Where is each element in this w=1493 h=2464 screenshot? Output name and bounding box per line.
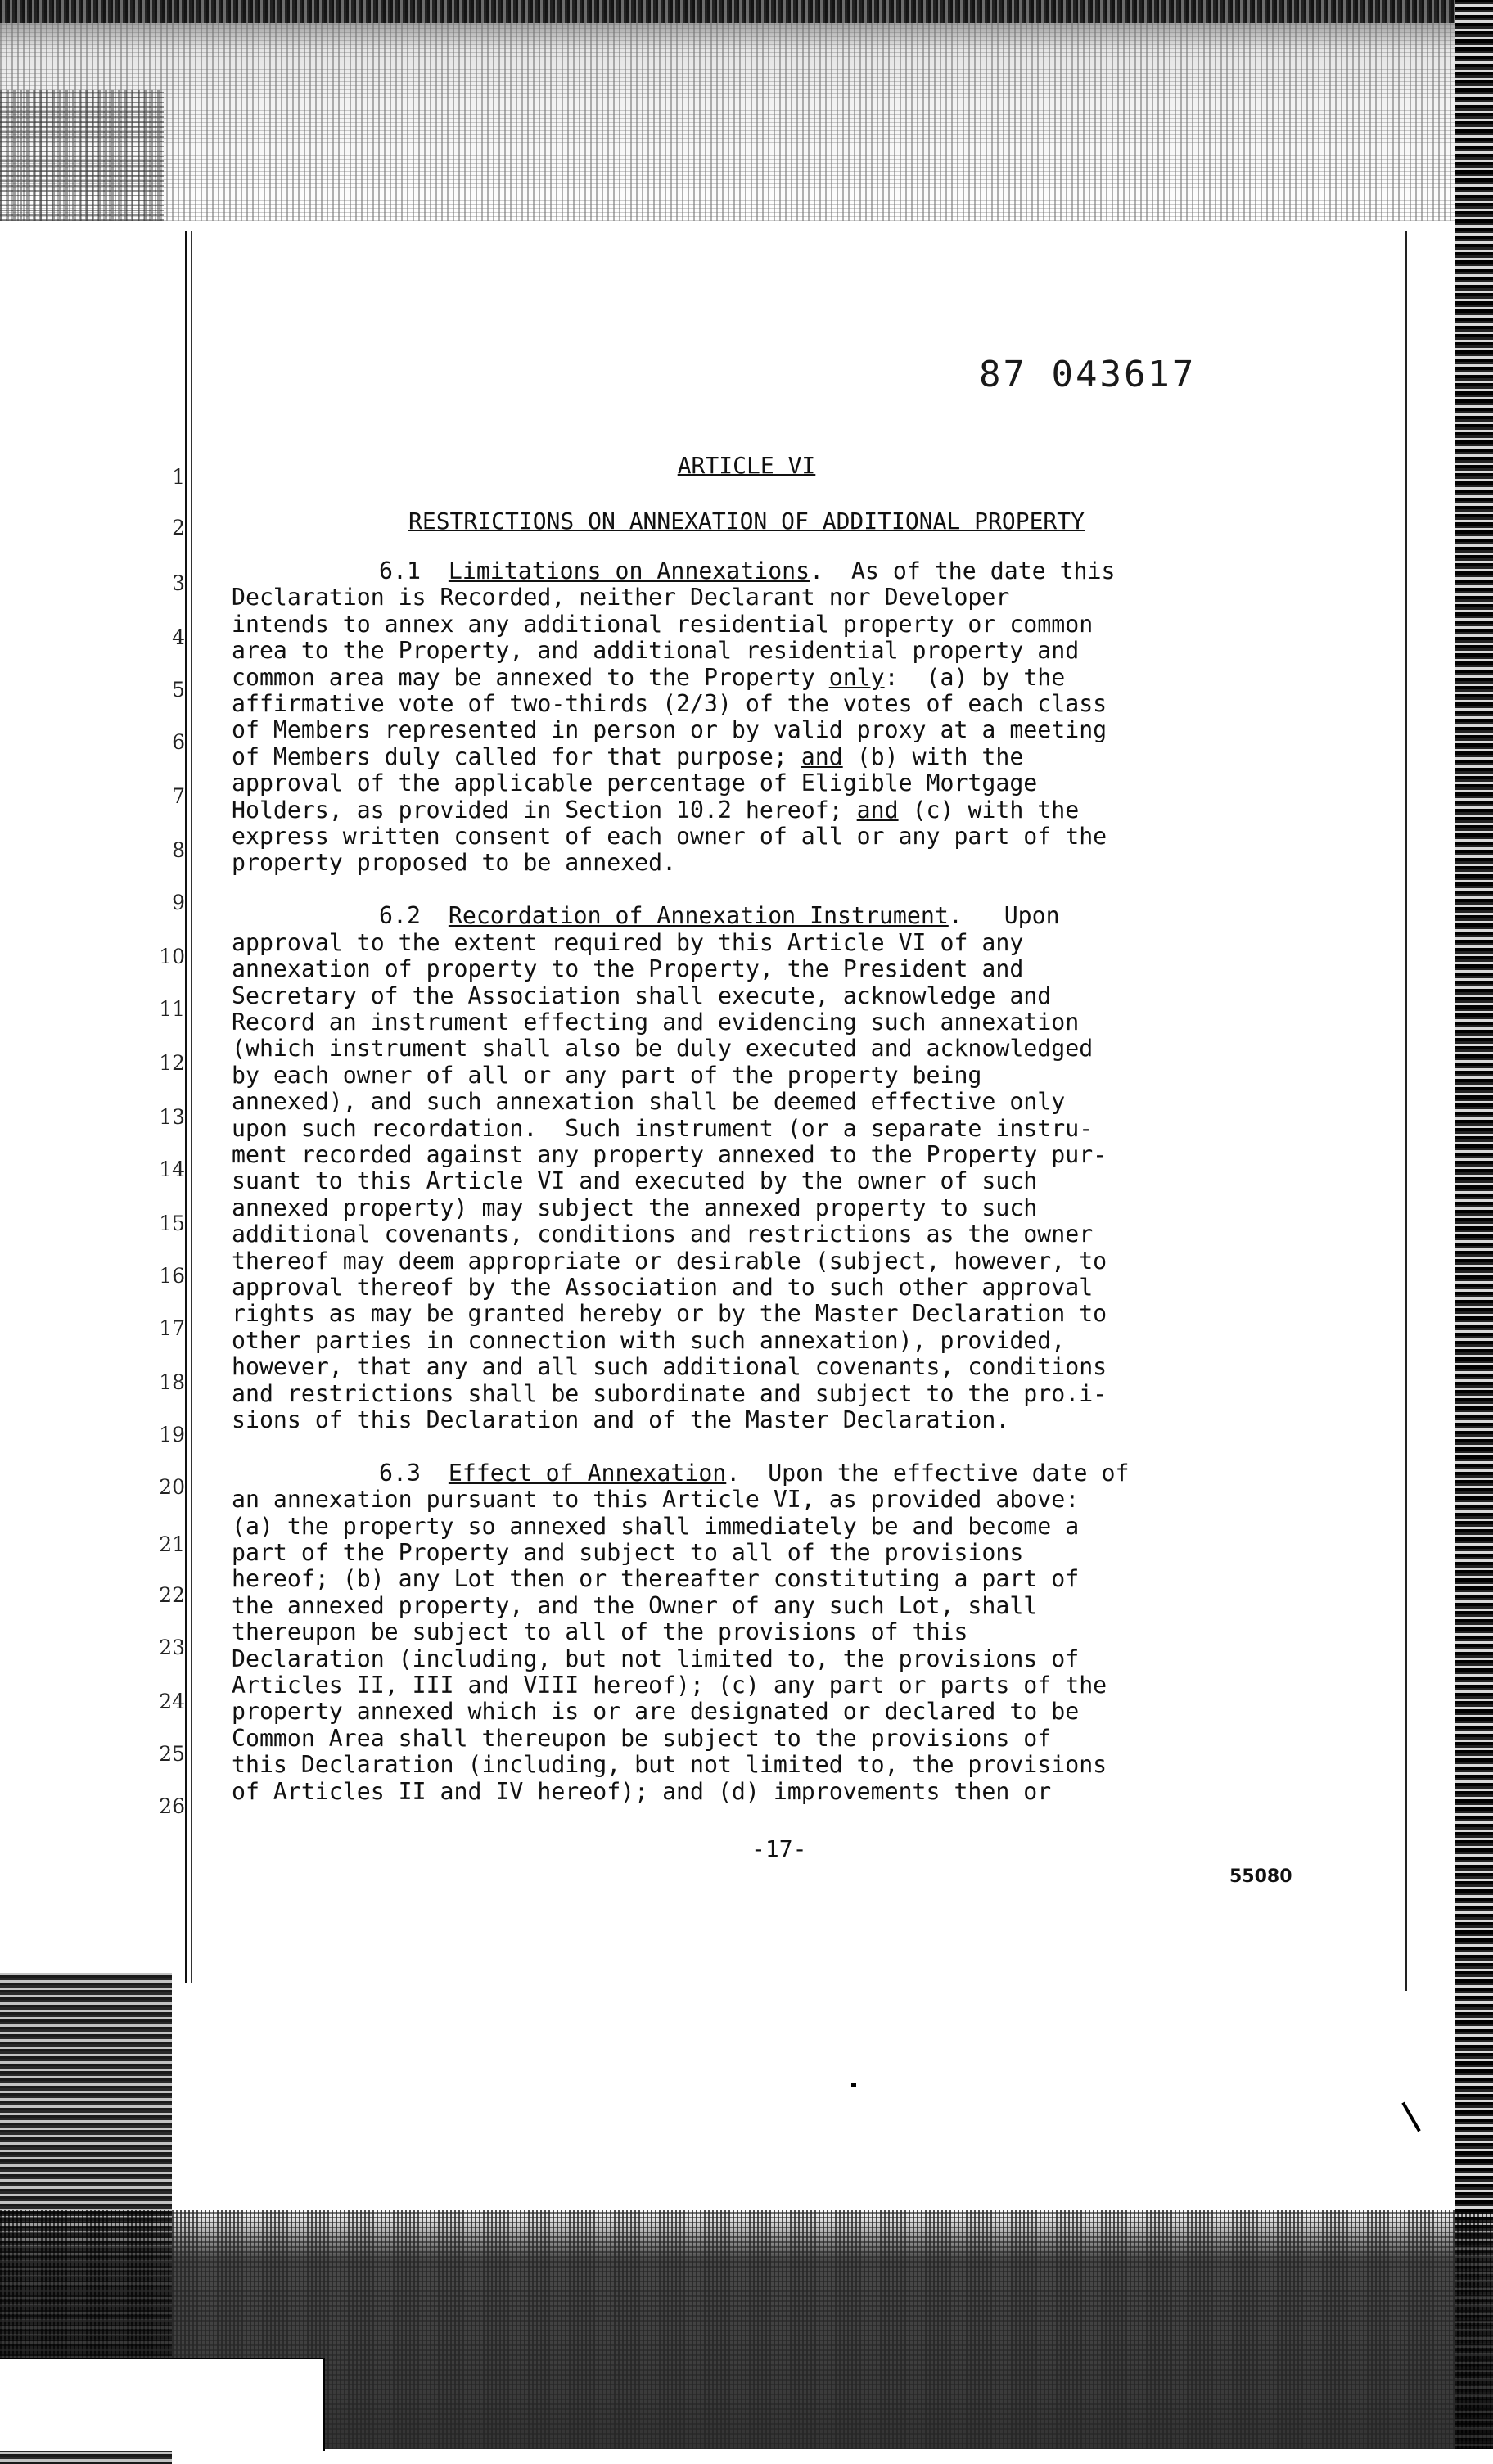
line-number: 21	[159, 1532, 185, 1556]
scan-speck	[851, 2083, 856, 2087]
line-number: 13	[159, 1105, 185, 1129]
section-number: 6.3	[379, 1459, 421, 1487]
emphasis-and: and	[856, 796, 899, 824]
text-line: thereof may deem appropriate or desirable (subject, however, to	[232, 1247, 1107, 1275]
emphasis-and: and	[801, 742, 843, 770]
text-line: approval to the extent required by this Article VI of any	[232, 928, 1024, 956]
text-line: intends to annex any additional residential property or common	[232, 610, 1094, 638]
text-line: rights as may be granted hereby or by the Master Declaration to	[232, 1300, 1107, 1328]
text-line: the annexed property, and the Owner of any such Lot, shall	[232, 1591, 1038, 1619]
line-number: 18	[159, 1370, 185, 1394]
line-number: 24	[159, 1690, 185, 1713]
text-line: approval thereof by the Association and to such other approval	[232, 1273, 1094, 1301]
line-number: 8	[172, 838, 185, 862]
text-line: : (a) by the	[884, 663, 1066, 691]
text-line: of Members represented in person or by valid proxy at a meeting	[232, 716, 1107, 744]
text-line: Articles II, III and VIII hereof); (c) any part or parts of the	[232, 1672, 1107, 1699]
line-number: 11	[159, 997, 185, 1021]
line-number: 7	[172, 784, 185, 808]
line-number: 26	[159, 1794, 185, 1818]
line-number: 12	[159, 1051, 185, 1075]
section-heading: Limitations on Annexations	[448, 557, 810, 584]
line-number: 23	[159, 1636, 185, 1659]
line-number: 6	[172, 730, 185, 754]
text-line: annexed), and such annexation shall be deemed effective only	[232, 1088, 1066, 1116]
text-line: part of the Property and subject to all of the provisions	[232, 1539, 1024, 1567]
text-line: additional covenants, conditions and restrictions as the owner	[232, 1221, 1094, 1248]
line-number: 9	[172, 891, 185, 914]
text-line: (which instrument shall also be duly executed and acknowledged	[232, 1035, 1094, 1063]
section-heading: Recordation of Annexation Instrument	[448, 902, 949, 930]
text-line: ment recorded against any property annexed to the Property pur-	[232, 1140, 1107, 1168]
text-line: annexation of property to the Property, the President and	[232, 955, 1024, 983]
scan-noise-top-band	[0, 0, 1493, 23]
scan-noise-left	[0, 90, 164, 221]
text-line: (b) with the	[842, 742, 1024, 770]
line-number: 3	[172, 571, 185, 595]
text-line: thereupon be subject to all of the provisions of this	[232, 1618, 968, 1646]
line-number: 1	[172, 465, 185, 489]
text-line: . Upon	[948, 902, 1060, 930]
section-number: 6.2	[379, 902, 421, 930]
text-line: annexed property) may subject the annexed property to such	[232, 1194, 1038, 1221]
article-subtitle: RESTRICTIONS ON ANNEXATION OF ADDITIONAL PROPERTY	[408, 508, 1085, 535]
text-line: express written consent of each owner of all or any part of the	[232, 823, 1107, 851]
text-line: this Declaration (including, but not limited to, the provisions	[232, 1751, 1107, 1779]
line-number: 15	[159, 1212, 185, 1235]
line-number: 25	[159, 1742, 185, 1766]
text-line: of Articles II and IV hereof); and (d) improvements then or	[232, 1777, 1052, 1805]
text-line: and restrictions shall be subordinate and subject to the pro.i-	[232, 1379, 1107, 1407]
line-number: 22	[159, 1583, 185, 1607]
text-line: area to the Property, and additional residential property and	[232, 637, 1080, 665]
scan-speck	[1401, 2102, 1420, 2132]
line-number: 19	[159, 1423, 185, 1446]
right-margin-rule	[1405, 231, 1407, 1991]
text-line: common area may be annexed to the Property	[232, 663, 829, 691]
line-number: 2	[172, 516, 185, 539]
text-line: Common Area shall thereupon be subject to the provisions of	[232, 1724, 1052, 1752]
text-line: approval of the applicable percentage of Eligible Mortgage	[232, 769, 1038, 797]
text-line: an annexation pursuant to this Article VI, as provided above:	[232, 1486, 1080, 1514]
text-line: (a) the property so annexed shall immediately be and become a	[232, 1512, 1080, 1540]
text-line: hereof; (b) any Lot then or thereafter constituting a part of	[232, 1565, 1080, 1593]
line-number: 4	[172, 625, 185, 649]
document-body	[232, 558, 1320, 1805]
line-number: 17	[159, 1316, 185, 1340]
text-line: Declaration is Recorded, neither Declarant nor Developer	[232, 584, 1010, 611]
scan-noise-right-edge	[1455, 0, 1493, 2449]
text-line: suant to this Article VI and executed by the owner of such	[232, 1167, 1038, 1195]
emphasis-only: only	[828, 663, 885, 691]
text-line: upon such recordation. Such instrument (or a separate instru-	[232, 1114, 1094, 1142]
text-line: by each owner of all or any part of the property being	[232, 1061, 982, 1089]
text-line: affirmative vote of two-thirds (2/3) of the votes of each class	[232, 690, 1107, 718]
text-line: property annexed which is or are designated or declared to be	[232, 1698, 1080, 1726]
text-line: property proposed to be annexed.	[232, 849, 677, 877]
text-line: Secretary of the Association shall execute, acknowledge and	[232, 982, 1052, 1009]
left-margin-rule	[185, 231, 192, 1983]
text-line: (c) with the	[898, 796, 1080, 824]
text-line: however, that any and all such additional covenants, conditions	[232, 1353, 1107, 1381]
text-line: sions of this Declaration and of the Master Declaration.	[232, 1406, 1010, 1433]
scan-noise-top	[0, 0, 1493, 221]
page-code: 55080	[1229, 1866, 1292, 1887]
text-line: Declaration (including, but not limited to, the provisions of	[232, 1645, 1080, 1672]
article-title: ARTICLE VI	[677, 452, 816, 479]
line-number: 14	[159, 1158, 185, 1181]
text-line: of Members duly called for that purpose;	[232, 742, 801, 770]
text-line: . As of the date this	[810, 557, 1116, 584]
text-line: Holders, as provided in Section 10.2 hereof;	[232, 796, 857, 824]
section-heading: Effect of Annexation	[448, 1459, 727, 1487]
line-number: 10	[159, 945, 185, 968]
recording-number: 87 043617	[979, 354, 1197, 395]
text-line: other parties in connection with such annexation), provided,	[232, 1326, 1066, 1354]
page-number: -17-	[751, 1835, 807, 1862]
line-number: 16	[159, 1264, 185, 1288]
line-number: 20	[159, 1475, 185, 1499]
blank-label-box	[0, 2358, 325, 2451]
line-number: 5	[172, 678, 185, 702]
text-line: Record an instrument effecting and evidencing such annexation	[232, 1008, 1080, 1036]
section-number: 6.1	[379, 557, 421, 584]
text-line: . Upon the effective date of	[726, 1459, 1130, 1487]
